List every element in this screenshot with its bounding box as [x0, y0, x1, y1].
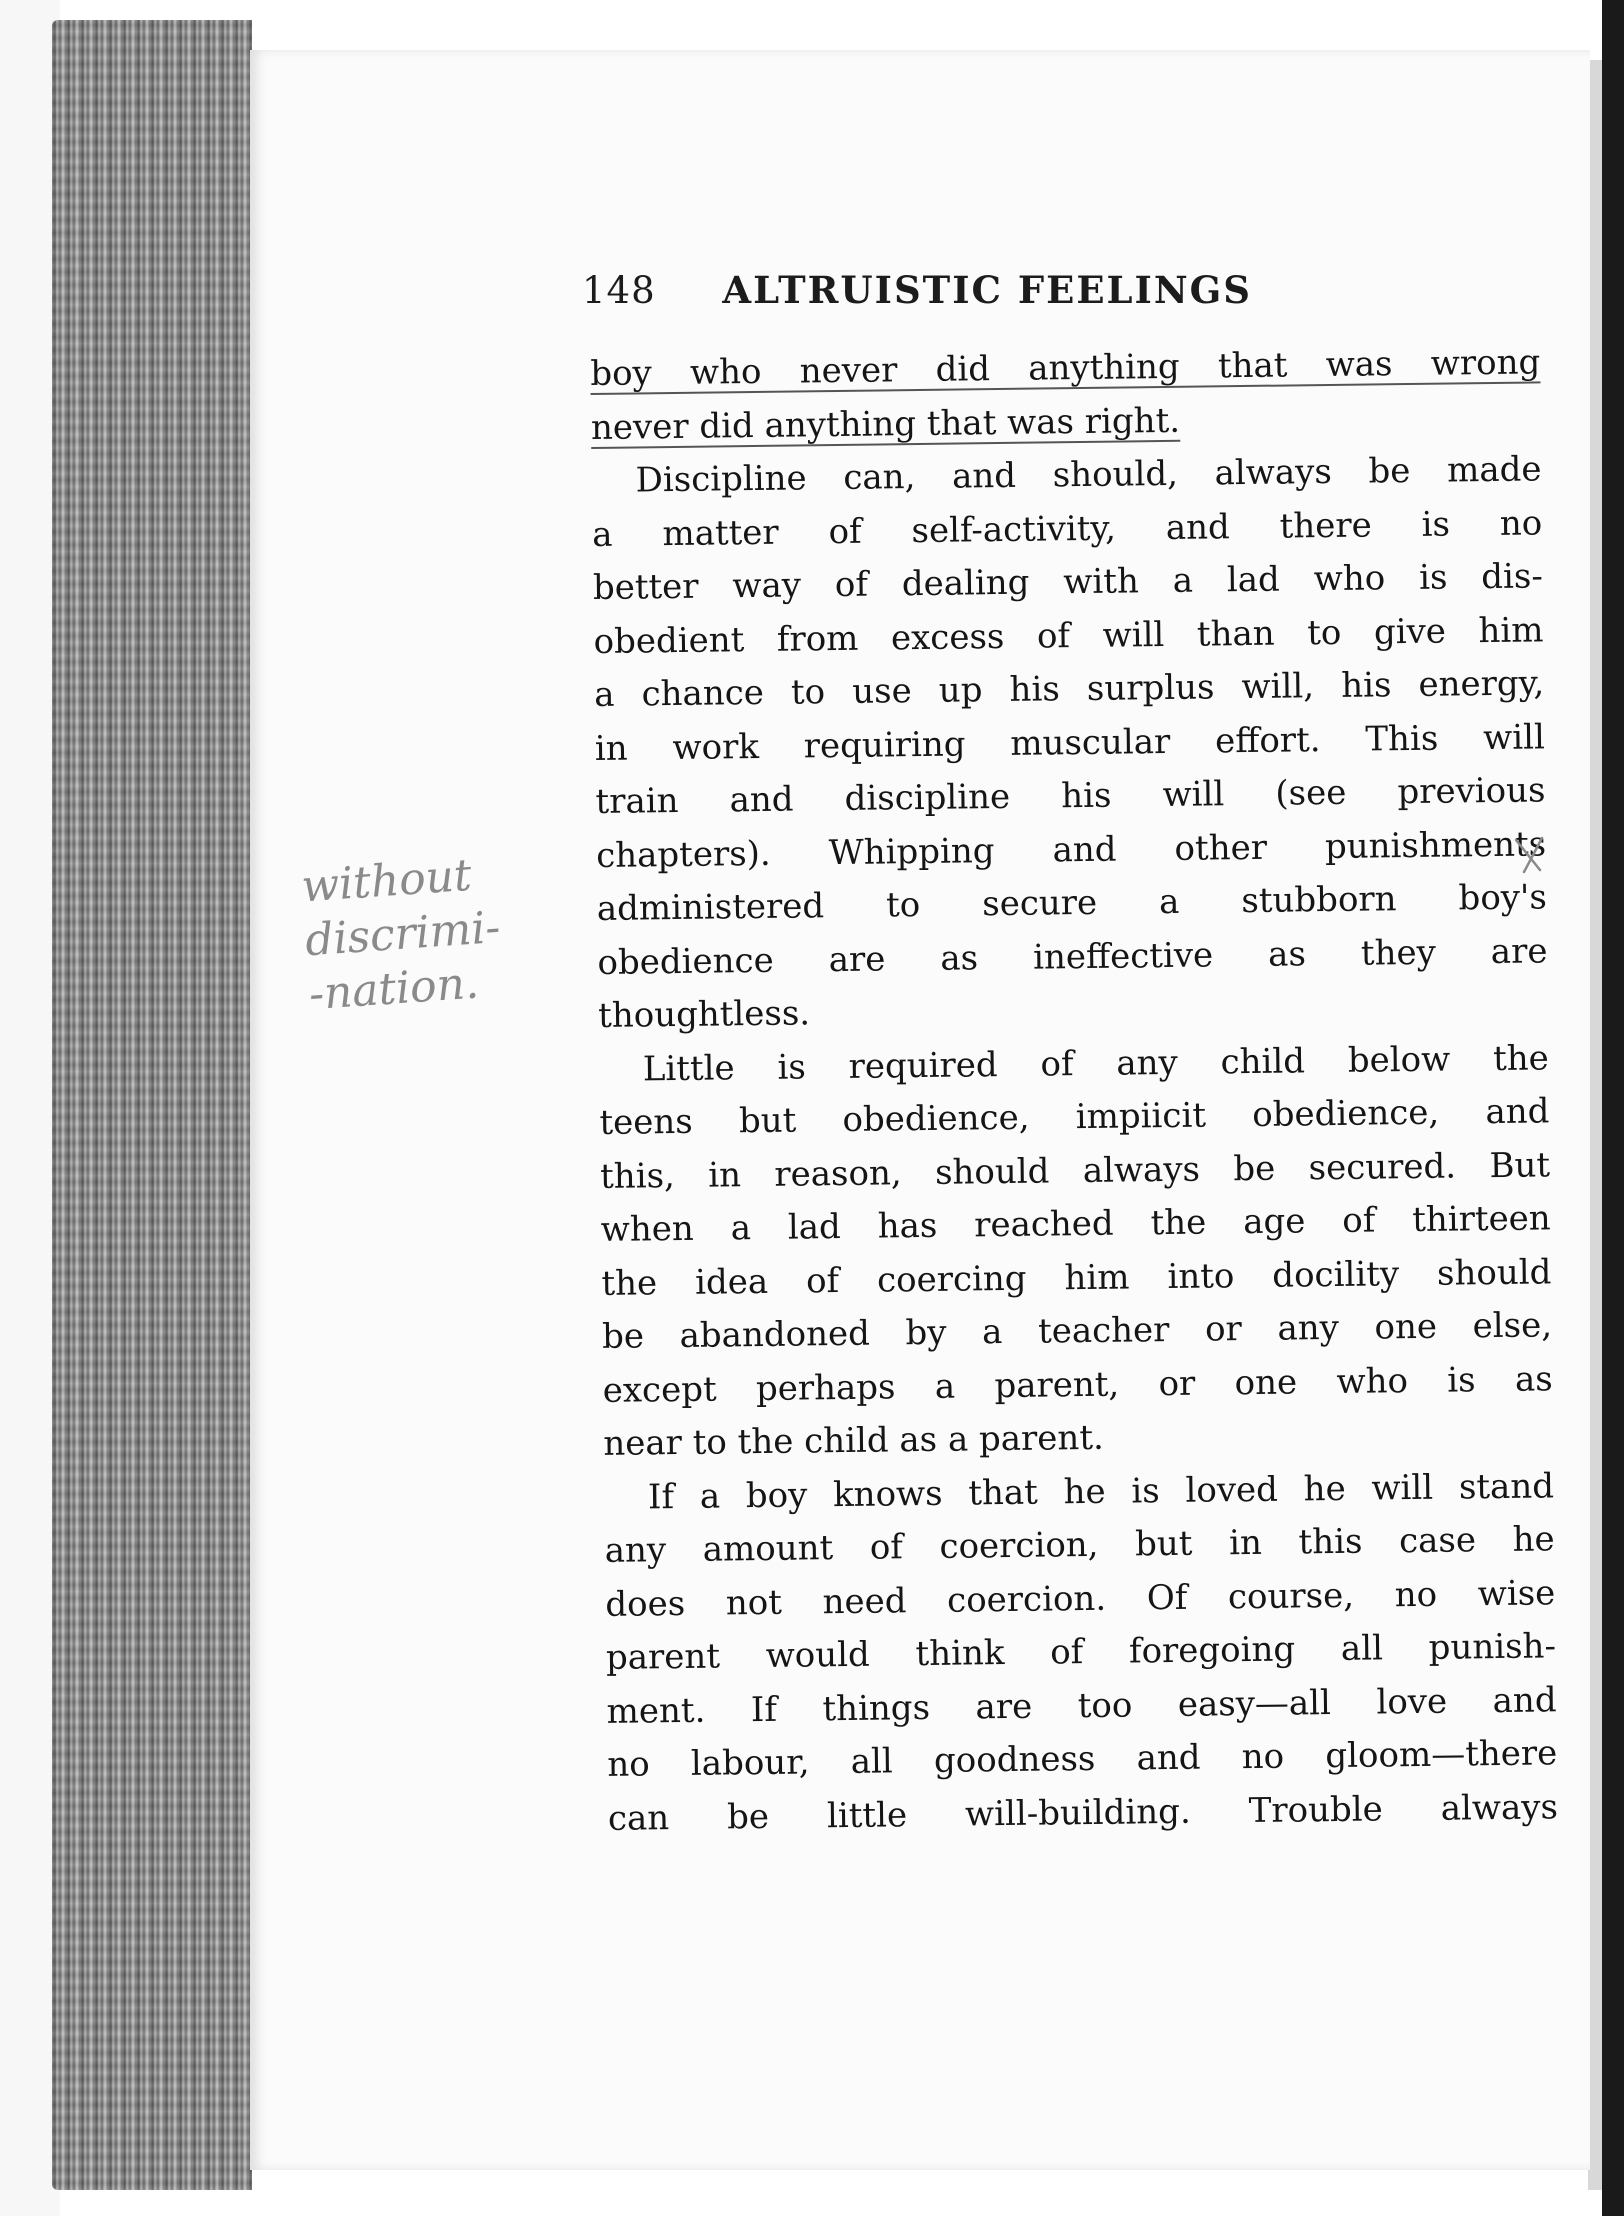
body-text	[590, 336, 1558, 1845]
scan-background-left	[0, 0, 60, 2216]
margin-note-line: discrimi-	[303, 901, 502, 967]
text-line: ment. If things are too easy—all love and	[606, 1679, 1557, 1732]
text-line: better way of dealing with a lad who is dis-	[592, 556, 1544, 608]
text-line: thoughtless.	[597, 993, 811, 1036]
opposite-page-edge	[1588, 60, 1602, 2190]
text-line: never did anything that was right.	[590, 400, 1181, 448]
text-line: boy who never did anything that was wrong	[590, 342, 1541, 394]
page-number: 148	[582, 269, 656, 312]
text-line: Discipline can, and should, always be made	[635, 449, 1542, 501]
running-header	[582, 268, 1252, 312]
text-line: obedient from excess of will than to give him	[593, 609, 1544, 662]
text-line: does not need coercion. Of course, no wise	[605, 1572, 1556, 1625]
margin-note-line: -nation.	[307, 957, 481, 1021]
pencil-mark-icon	[1510, 832, 1550, 882]
text-line: near to the child as a parent.	[603, 1417, 1105, 1464]
text-line: any amount of coercion, but in this case he	[604, 1519, 1555, 1571]
text-line: train and discipline his will (see previous	[595, 770, 1546, 822]
text-line: except perhaps a parent, or one who is as	[602, 1358, 1553, 1411]
text-line: If a boy knows that he is loved he will stand	[647, 1465, 1555, 1517]
text-line: in work requiring muscular effort. This will	[594, 716, 1546, 769]
book-page-edges	[52, 20, 252, 2190]
text-line: when a lad has reached the age of thirteen	[600, 1198, 1551, 1250]
scan-background-right	[1602, 0, 1624, 2216]
text-line: can be little will-building. Trouble always	[607, 1786, 1559, 1839]
text-line: Little is required of any child below the	[642, 1037, 1549, 1089]
text-line: a matter of self-activity, and there is no	[592, 502, 1543, 555]
text-line: be abandoned by a teacher or any one else,	[601, 1305, 1553, 1357]
text-line: obedience are as ineffective as they are	[597, 930, 1548, 983]
text-line: teens but obedience, impiicit obedience, and	[599, 1091, 1550, 1143]
text-line: parent would think of foregoing all punish-	[605, 1626, 1557, 1678]
text-line: a chance to use up his surplus will, his energy,	[593, 663, 1545, 715]
text-line: this, in reason, should always be secured. But	[599, 1144, 1551, 1197]
text-line: chapters). Whipping and other punishments	[595, 823, 1547, 876]
text-line: no labour, all goodness and no gloom—there	[607, 1733, 1558, 1785]
running-title: ALTRUISTIC FEELINGS	[722, 268, 1252, 312]
text-line: the idea of coercing him into docility should	[601, 1251, 1552, 1304]
text-line: administered to secure a stubborn boy's	[596, 877, 1548, 929]
margin-note-line: without	[299, 849, 474, 913]
